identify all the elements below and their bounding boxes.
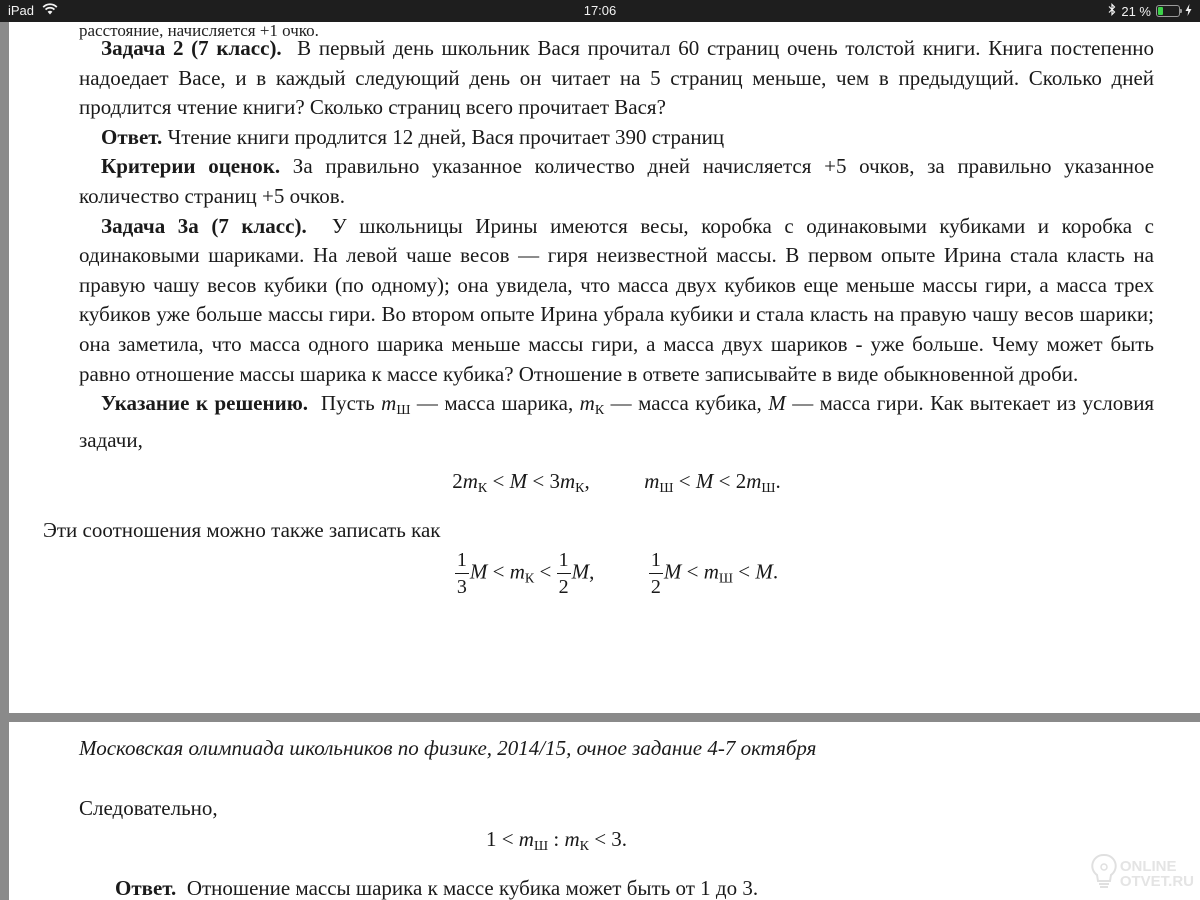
math-op: < [492, 558, 505, 583]
task2-statement [79, 34, 1154, 123]
math-op: : [553, 827, 560, 852]
math-sub: К [594, 403, 605, 419]
frac-numerator: 1 [649, 550, 663, 574]
math-num: 1 [485, 827, 497, 852]
task3a-text: У школьницы Ирины имеются весы, коробка с одинаковыми кубиками и коробка с одинаковыми шариками. На левой чаше весов — гиря неизвестной массы. В первом опыте Ирина стала класть на правую чашу весов кубики (по одному); она увидела, что масса двух кубиков еще меньше массы гири, а масса трех кубиков уже больше массы гири. Во втором опыте Ирина убрала кубики и стала класть на правую чашу весов шарики; она заметила, что масса одного шарика меньше массы гири, а масса двух шариков - уже больше. Чему может быть равно отношение массы шарика к массе кубика? Отношение в ответе записывайте в виде обыкновенной дроби. [79, 213, 1154, 386]
frac-denominator: 3 [456, 575, 467, 598]
hint-text: — масса гири. Как вытекает из условия задачи, [79, 391, 1155, 452]
hint-text: — масса кубика, [610, 391, 762, 416]
math-num: 2 [452, 469, 463, 494]
task2-answer [79, 123, 1154, 153]
math-M: M [768, 391, 786, 416]
math-var: m [644, 469, 660, 494]
math-sub: Ш [396, 403, 411, 419]
lightbulb-icon [1091, 853, 1117, 894]
task2-criteria-text: За правильно указанное количество дней начисляется +5 очков, за правильно указанное количество страниц +5 очков. [79, 154, 1155, 208]
frac-numerator: 1 [557, 550, 571, 574]
page2-content [79, 734, 1154, 900]
math-sub: Ш [533, 839, 549, 855]
math-var: m [746, 469, 762, 494]
clock: 17:06 [583, 3, 617, 18]
math-var: m [579, 391, 595, 416]
status-bar [0, 0, 1200, 22]
frac-denominator: 2 [650, 575, 661, 598]
document-page-2[interactable] [9, 722, 1200, 900]
math-m-sh [381, 391, 411, 419]
math-var: M [571, 558, 590, 583]
task3a-hint-label: Указание к решению. [101, 391, 308, 416]
battery-level-fill [1158, 7, 1163, 15]
math-op: < [501, 827, 514, 852]
math-var: M [663, 558, 682, 583]
fraction-one-half [557, 550, 571, 597]
page-header: Московская олимпиада школьников по физике, 2014/15, очное задание 4-7 октября [79, 736, 817, 760]
math-op: < [492, 469, 505, 494]
math-sub: К [524, 570, 535, 586]
math-punct: , [584, 469, 590, 494]
task2-block [43, 34, 1155, 598]
task3a-heading: Задача 3а (7 класс). [101, 213, 307, 238]
math-var: m [703, 558, 719, 583]
math-op: < [594, 827, 607, 852]
math-m-k [579, 391, 605, 419]
math-sub: Ш [761, 481, 776, 497]
math-op: < [686, 558, 699, 583]
document-left-margin-strip [0, 22, 9, 900]
math-sub: К [575, 481, 585, 497]
frac-denominator: 2 [558, 575, 569, 598]
math-var: m [462, 469, 478, 494]
watermark-logo [1091, 853, 1194, 894]
hint-text: — масса шарика, [416, 391, 574, 416]
math-op: < [718, 469, 731, 494]
math-sub: Ш [659, 481, 674, 497]
math-var: M [695, 469, 714, 494]
task2-criteria-label: Критерии оценок. [101, 154, 281, 179]
math-var: M [755, 558, 773, 583]
frac-numerator: 1 [455, 550, 469, 574]
page-separator [9, 713, 1200, 722]
math-sub: К [579, 839, 589, 855]
task3a-hint [79, 389, 1154, 455]
fraction-one-third [455, 550, 469, 597]
task2-answer-text: Чтение книги продлится 12 дней, Вася прочитает 390 страниц [167, 124, 725, 149]
final-answer [115, 874, 1154, 900]
task2-criteria [79, 152, 1154, 211]
math-var: m [381, 391, 397, 416]
formula-ratio [9, 825, 1154, 862]
math-var: m [564, 827, 580, 852]
device-name: iPad [8, 3, 35, 18]
task2-heading: Задача 2 (7 класс). [101, 36, 282, 60]
math-var: m [509, 558, 525, 583]
bluetooth-icon [1108, 3, 1116, 19]
task2-text: В первый день школьник Вася прочитал 60 страниц очень толстой книги. Книга постепенно надоедает Васе, и в каждый следующий день он читает на 5 страниц меньше, чем в предыдущий. Сколько дней продлится чтение книги? Сколько страниц всего прочитает Вася? [79, 36, 1154, 120]
math-num: 2 [735, 469, 747, 494]
cutoff-previous-text: расстояние, начисляется +1 очко. [79, 22, 319, 40]
fraction-one-half [649, 550, 663, 597]
watermark-line2: OTVET.RU [1119, 872, 1194, 890]
math-op: < [532, 469, 545, 494]
math-var: m [518, 827, 534, 852]
math-op: < [678, 469, 691, 494]
math-sub: К [477, 481, 488, 497]
math-punct: . [772, 558, 779, 583]
therefore-text: Следовательно, [79, 795, 218, 820]
math-op: < [738, 558, 751, 583]
hint-text: Пусть [320, 391, 375, 416]
final-answer-text: Отношение массы шарика к массе кубика может быть от 1 до 3. [186, 875, 759, 900]
battery-percent: 21 % [1121, 3, 1151, 19]
relations-intro: Эти соотношения можно также записать как [43, 517, 441, 542]
formula-inequalities-2 [79, 550, 1154, 597]
math-punct: . [621, 827, 628, 852]
math-num: 3 [611, 827, 622, 852]
math-var: M [509, 469, 528, 494]
math-num: 3 [549, 469, 560, 494]
charging-bolt-icon [1185, 4, 1192, 19]
document-page-1[interactable] [9, 22, 1200, 713]
task3a-statement [79, 212, 1154, 390]
math-punct: , [589, 558, 595, 583]
battery-tip [1180, 9, 1182, 13]
task2-answer-label: Ответ. [101, 124, 163, 149]
battery-icon [1156, 5, 1180, 17]
watermark-line1: ONLINE [1119, 857, 1177, 875]
formula-inequalities-1 [79, 467, 1154, 504]
final-answer-label: Ответ. [115, 875, 177, 900]
math-punct: . [775, 469, 781, 494]
math-op: < [539, 558, 552, 583]
math-sub: Ш [718, 570, 733, 586]
math-var: M [469, 558, 488, 583]
math-var: m [559, 469, 576, 494]
